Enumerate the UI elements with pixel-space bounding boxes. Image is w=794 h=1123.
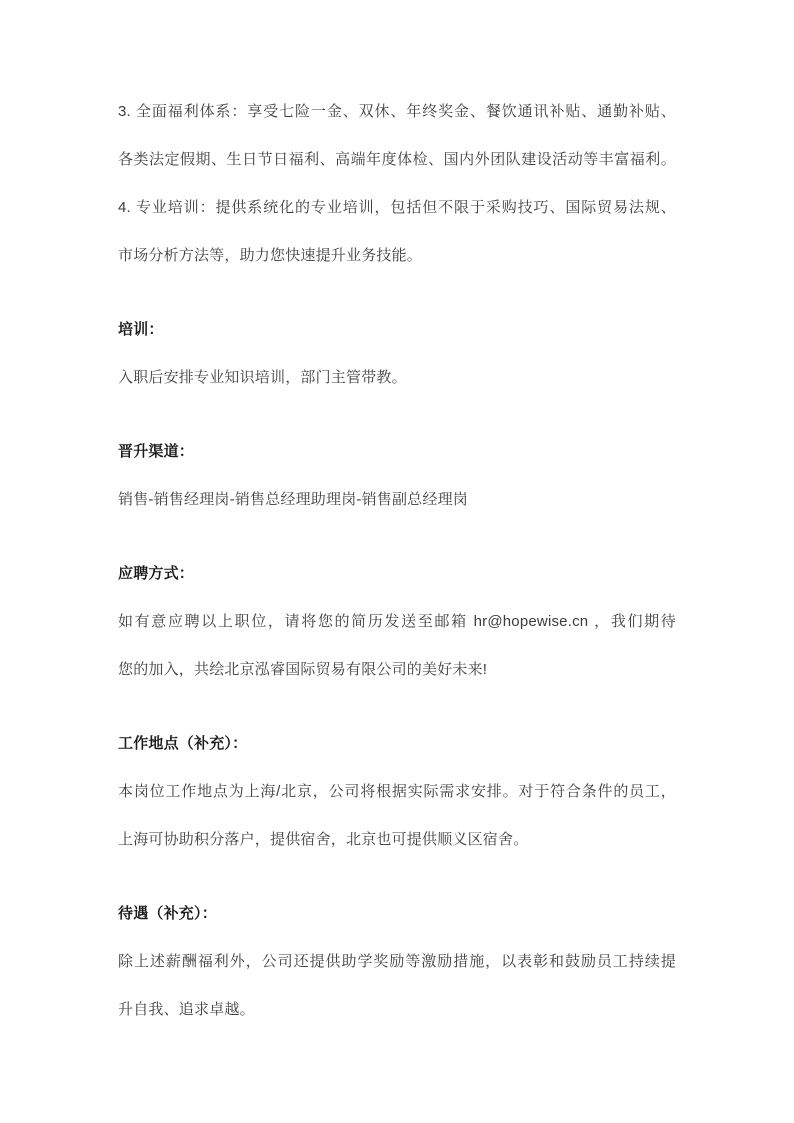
text-line: 4. 专业培训：提供系统化的专业培训，包括但不限于采购技巧、国际贸易法规、 xyxy=(118,199,676,216)
text-line: 升自我、追求卓越。 xyxy=(118,1001,255,1018)
section-promotion-path xyxy=(118,428,676,524)
document-content xyxy=(118,88,676,1034)
section-heading-work-location: 工作地点（补充）： xyxy=(118,735,248,752)
text-line: 入职后安排专业知识培训，部门主管带教。 xyxy=(118,369,407,386)
text-line: 市场分析方法等，助力您快速提升业务技能。 xyxy=(118,247,423,264)
apply-text-suffix: ，我们期待 xyxy=(588,613,676,630)
section-heading-compensation: 待遇（补充）： xyxy=(118,905,217,922)
section-heading-promotion-path: 晋升渠道： xyxy=(118,443,195,460)
text-line: 本岗位工作地点为上海/北京，公司将根据实际需求安排。对于符合条件的员工， xyxy=(118,783,676,800)
text-line: 除上述薪酬福利外，公司还提供助学奖励等激励措施，以表彰和鼓励员工持续提 xyxy=(118,953,676,970)
contact-email: hr@hopewise.cn xyxy=(473,613,589,630)
text-line: 3. 全面福利体系：享受七险一金、双休、年终奖金、餐饮通讯补贴、通勤补贴、 xyxy=(118,103,676,120)
text-line: 上海可协助积分落户，提供宿舍，北京也可提供顺义区宿舍。 xyxy=(118,831,529,848)
promotion-path-text: 销售-销售经理岗-销售总经理助理岗-销售副总经理岗 xyxy=(118,491,468,508)
section-heading-apply-method: 应聘方式： xyxy=(118,565,195,582)
text-line xyxy=(118,598,676,646)
section-apply-method xyxy=(118,550,676,694)
benefits-paragraph xyxy=(118,88,676,280)
section-training xyxy=(118,306,676,402)
text-line: 您的加入，共绘北京泓睿国际贸易有限公司的美好未来! xyxy=(118,661,488,678)
text-line: 各类法定假期、生日节日福利、高端年度体检、国内外团队建设活动等丰富福利。 xyxy=(118,151,676,168)
apply-text-prefix: 如有意应聘以上职位，请将您的简历发送至邮箱 xyxy=(118,613,474,630)
section-heading-training: 培训： xyxy=(118,321,164,338)
section-work-location xyxy=(118,720,676,864)
section-compensation xyxy=(118,890,676,1034)
